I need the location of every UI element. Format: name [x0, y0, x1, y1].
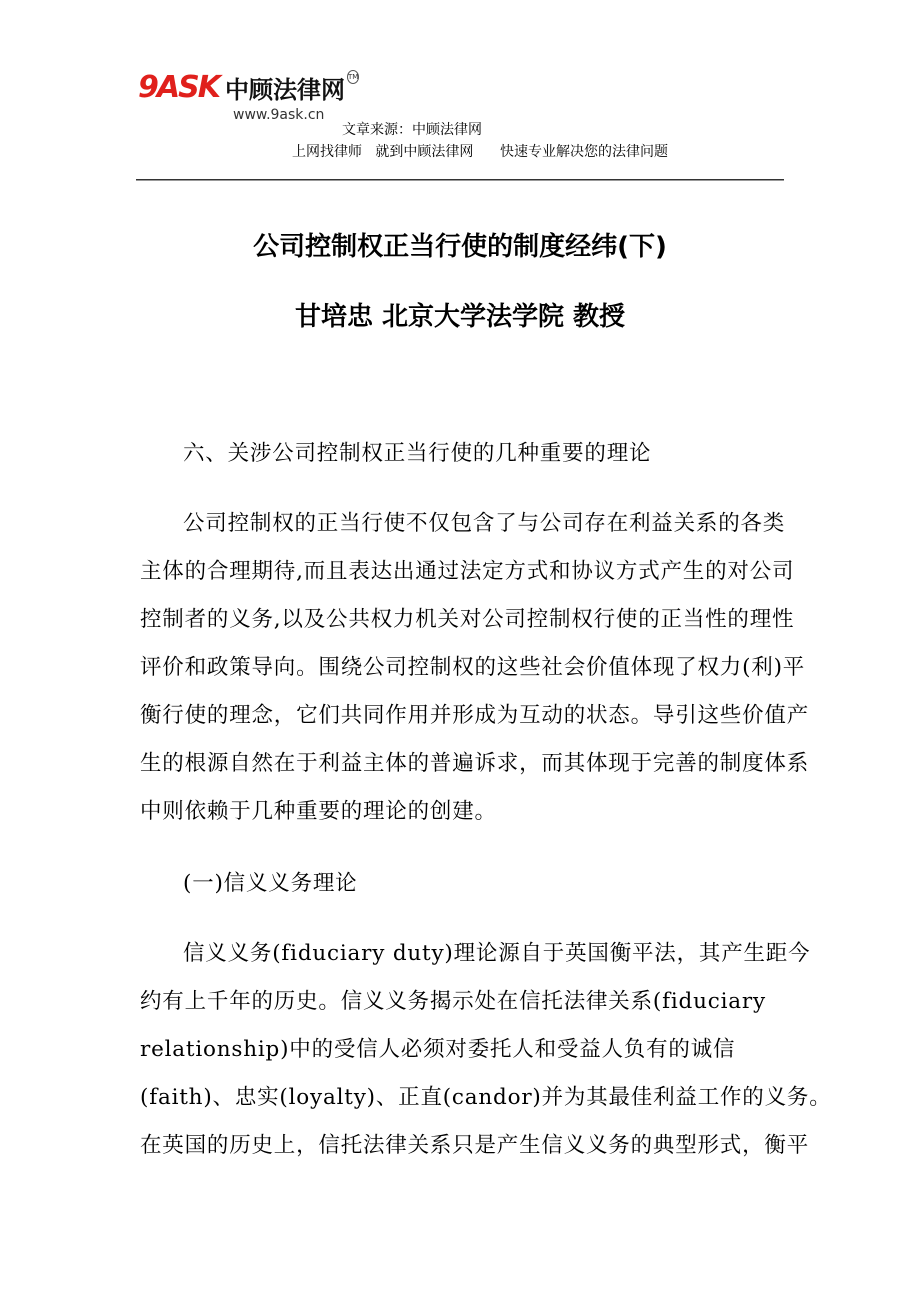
subsection-heading: (一)信义义务理论 — [183, 871, 358, 896]
site-logo[interactable] — [138, 70, 359, 132]
paragraph-line: relationship)中的受信人必须对委托人和受益人负有的诚信 — [140, 1037, 736, 1062]
logo-mark: 9ASK — [138, 70, 219, 105]
logo-name: 中顾法律网 — [224, 76, 345, 104]
paragraph-line: 公司控制权的正当行使不仅包含了与公司存在利益关系的各类 — [183, 511, 786, 536]
paragraph-line: (faith)、忠实(loyalty)、正直(candor)并为其最佳利益工作的义务。 — [140, 1085, 832, 1110]
trademark-icon: TM — [347, 70, 359, 84]
paragraph-line: 约有上千年的历史。信义义务揭示处在信托法律关系(fiduciary — [140, 989, 766, 1014]
article-source: 文章来源：中顾法律网 — [342, 122, 482, 138]
paragraph-line: 信义义务(fiduciary duty)理论源自于英国衡平法，其产生距今 — [183, 941, 811, 966]
document-author: 甘培忠 北京大学法学院 教授 — [294, 302, 626, 332]
paragraph-line: 控制者的义务,以及公共权力机关对公司控制权行使的正当性的理性 — [140, 607, 795, 632]
section-heading: 六、关涉公司控制权正当行使的几种重要的理论 — [183, 441, 652, 466]
paragraph-line: 在英国的历史上，信托法律关系只是产生信义义务的典型形式，衡平 — [140, 1133, 810, 1158]
logo-row — [138, 70, 359, 106]
paragraph-line: 主体的合理期待,而且表达出通过法定方式和协议方式产生的对公司 — [140, 559, 795, 584]
document-title: 公司控制权正当行使的制度经纬(下) — [253, 232, 667, 262]
paragraph-line: 评价和政策导向。围绕公司控制权的这些社会价值体现了权力(利)平 — [140, 655, 806, 680]
paragraph-line: 生的根源自然在于利益主体的普遍诉求，而其体现于完善的制度体系 — [140, 751, 810, 776]
paragraph-line: 中则依赖于几种重要的理论的创建。 — [140, 799, 497, 824]
logo-url: www.9ask.cn — [233, 107, 325, 123]
paragraph-line: 衡行使的理念，它们共同作用并形成为互动的状态。导引这些价值产 — [140, 703, 810, 728]
slogan: 上网找律师 就到中顾法律网 快速专业解决您的法律问题 — [292, 144, 669, 160]
header-divider — [136, 179, 784, 181]
